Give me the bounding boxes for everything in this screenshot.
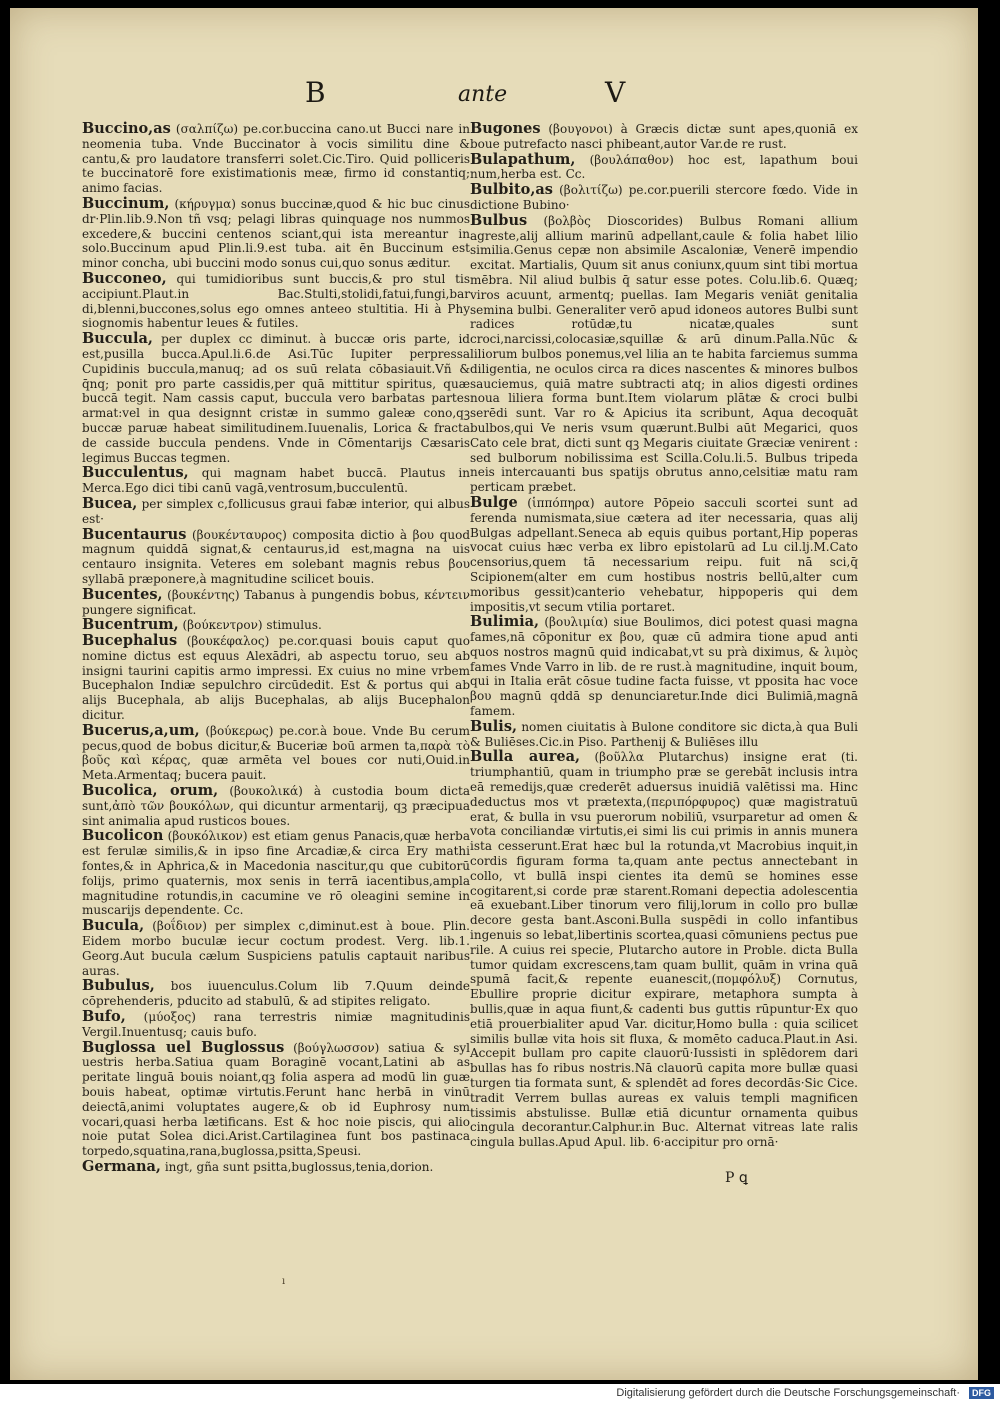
entry-text: (σαλπίζω) pe.cor.buccina cano.ut Bucci nare in neomenia tuba. Vnde Buccinator à vocis similitu dine & cantu,& pro laudatore transferri solet.Cic.Tiro. Quid polliceris te buccinatorē fore existimationis meæ, firmo id constantiq; animo facias. <box>82 122 470 196</box>
page-mark: ı <box>282 1276 286 1287</box>
dictionary-entry <box>470 211 858 495</box>
entry-headword: Bubulus, <box>82 977 155 995</box>
entry-headword: Buglossa uel Buglossus <box>82 1038 285 1056</box>
entry-text: (βούγλωσσον) satiua & syl uestris herba.Satiua quam Boraginē vocant,Latini ab as peritate linguā bouis noiant,qꝫ folia aspera ad modū lin guæ bouis habeat, optimæ virtutis.Ferunt hanc herbā in vinū deiectā,animi voluptates augere,& ob id Euphrosy num vocari,quasi herba lætificans. Est & hoc noie piscis, qui alio noie putat Solea dici.Arist.Cartilaginea funt bos pastinaca torpedo,squatina,rana,buglossa,psitta,Speusi. <box>82 1040 470 1159</box>
entry-headword: Bucephalus <box>82 632 178 650</box>
dictionary-entry <box>82 979 470 1009</box>
footer-bar <box>0 1384 1000 1404</box>
entry-text: (βουκένταυρος) composita dictio à βου quod magnum quiddā signat,& centaurus,id est,magna na uis centauro insignita. Veteres em solebant magnis rebus βου syllabā præponere,à magnitudine scilicet bouis. <box>82 527 470 586</box>
entry-text: (βολβὸς Dioscorides) Bulbus Romani allium agreste,alij allium marinū adpellant,caule & folia habet lilio similia.Genus cepæ non absimile Ascaloniæ, Venerē impendio excitat. Martialis, Quum sit anus coniunx,quum sint tibi mortua mēbra. Nil aliud bulbis q̄ satur esse potes. Colu.lib.6. Quæq; viros acuunt, armentq; puellas. Iam Megaris veniāt genitalia semina bulbi. Generaliter verō apud idoneos autores Bulbi sunt radices rotūdæ,tu nicatæ,quales sunt croci,narcissi,colocasiæ,squillæ & arū dinum.Palla.Nūc & liliorum bulbos ponemus,vel lilia an te habita farciemus summa diligentia, ne oculos circa ra dices nascentes & minores bulbos sauciemus, quiā matre subtracti atq; in alios digesti ordines noua liliera forma bunt.Item violarum plātæ & croci bulbi serēdi sunt. Var ro & Apicius ita scribunt, Aqua decoquāt bulbos,qui Ve neris vsum quærunt.Bulbi aūt Megarici, quos Cato cele brat, dicti sunt qꝫ Megaris ciuitate Græciæ venirent : sed bulborum nobilissima est Scilla.Colu.li.5. Bulbus tripeda neis intercauanti bus spatijs obrutus anno,celsitiæ matu ram perticam præbet. <box>470 213 858 495</box>
dictionary-entry <box>82 784 470 828</box>
dictionary-entry <box>82 1010 470 1040</box>
entry-headword: Buccinum, <box>82 194 170 212</box>
dictionary-entry <box>82 829 470 918</box>
dictionary-entry <box>82 1038 470 1159</box>
entry-text: (βουγονοι) à Græcis dictæ sunt apes,quoniā ex boue putrefacto nasci phibeant,autor Var.de re rust. <box>470 122 858 151</box>
book-page <box>10 8 978 1380</box>
header-letter-right: V <box>605 76 626 109</box>
entry-text: per simplex c,follicusus graui fabæ interior, qui albus est· <box>82 496 470 526</box>
entry-headword: Bucconeo, <box>82 269 167 287</box>
header-ante: ante <box>458 82 508 107</box>
entry-headword: Bucentes, <box>82 585 163 603</box>
entry-headword: Bufo, <box>82 1008 126 1026</box>
dictionary-entry <box>470 122 858 152</box>
entry-text: (βουλάπαθον) hoc est, lapathum boui num,herba est. Cc. <box>470 152 858 182</box>
entry-text: (βουκέντης) Tabanus à pungendis bobus, κέντειν pungere significat. <box>82 587 470 617</box>
dictionary-entry <box>470 615 858 719</box>
entry-headword: Bulapathum, <box>470 150 576 168</box>
dictionary-entry <box>470 750 858 1150</box>
dictionary-entry <box>82 919 470 978</box>
entry-text: (βοῦλλα Plutarchus) insigne erat (ti. triumphantiū, quam in triumpho præ se gerebāt inclusis intra eā remedijs,quæ crederēt aduersus inuidiā valētissi ma. Hinc deductus mos vt prætexta,(περιπόρφυρος) quæ magistratuū erat, & bulla in vsu puerorum nobiliū, vsurparetur ad omen & vota conciliandæ virtutis,ei simi lis cui primis in annis munera ista cesserunt.Erat hæc bul la rotunda,vt Macrobius inquit,in cordis figuram forma ta,quam ante pectus annectebant in collo, vt bullā inspi cientes ita demū se homines esse cogitarent,si corde præ starent.Romani depectia adolescentia eā exuebant.Liber tinorum vero filij,lorum in collo pro bullæ decore gesta bant.Asconi.Bulla suspēdi in collo infantibus ingenuis so lebat,libertinis scortea,quasi cōmuniens pectus pue rile. A cuius rei specie, Plutarcho autore in Proble. dicta Bulla tumor quidam excrescens,tam quam bullit, quām in vrina quā spumā facit,& repente euanescit,(πομφόλυξ) Cornutus, Ebullire proprie dicitur expirare, metaphora sumpta à bullis,quæ in aqua fiunt,& cadenti bus guttis rūpuntur·Ex quo etiā prouerbialiter apud Var. dicitur,Homo bulla : quia scilicet similis bullæ vita hois sit fluxa, & momēto caduca.Plaut.in Asi. Accepit bullam pro capite clauorū·Iussisti in splēdorem dari bullas has fo ribus nostris.Nā clauorū capita more bullæ quasi turgen tia formata sunt, & splendēt ad fores decordās·Sic Cice. tradit Verrem bullas aureas ex valuis templi magnificen tissimis abstulisse. Bullæ etiā dicuntur ornamenta quibus cingula decorantur.Calphur.in Buc. Alternat vitreas late ralis cingula bullas.Apud Apul. lib. 6·accipitur pro ornā· <box>470 750 858 1150</box>
entry-headword: Bulla aurea, <box>470 748 581 766</box>
entry-headword: Bugones <box>470 120 541 137</box>
left-column <box>82 122 470 1176</box>
entry-headword: Bulbito,as <box>470 181 553 199</box>
entry-headword: Bucea, <box>82 494 138 512</box>
dictionary-entry <box>82 269 470 331</box>
header-letter: B <box>305 76 326 109</box>
dictionary-entry <box>82 122 470 196</box>
dictionary-entry <box>82 525 470 587</box>
page-header <box>305 70 725 114</box>
entry-text: (βοΐδιον) per simplex c,diminut.est à boue. Plin. Eidem morbo buculæ iecur coctum prodest. Verg. lib.1. Georg.Aut bucula cælum Suspiciens patulis captauit naribus auras. <box>82 919 470 978</box>
dictionary-entry <box>82 194 470 271</box>
entry-text: ingt, gña sunt psitta,buglossus,tenia,dorion. <box>164 1159 434 1174</box>
entry-headword: Bulbus <box>470 211 528 229</box>
dictionary-entry <box>470 183 858 213</box>
entry-text: (βούκεντρον) stimulus. <box>182 618 322 633</box>
entry-headword: Germana, <box>82 1157 161 1175</box>
dictionary-entry <box>82 585 470 618</box>
entry-headword: Bulge <box>470 493 518 511</box>
entry-text: bos iuuenculus.Colum lib 7.Quum deinde cōprehenderis, pducito ad stabulū, & ad stipites religato. <box>82 979 470 1009</box>
entry-text: (βουκολικά) à custodia boum dicta sunt,ἀπὸ τῶν βουκόλων, qui dicuntur armentarij, qꝫ præcipua sint animalia apud rusticos boues. <box>82 784 470 828</box>
dictionary-entry <box>82 494 470 527</box>
entry-headword: Bucolicon <box>82 827 164 845</box>
entry-text: (μύοξος) rana terrestris nimiæ magnitudinis Vergil.Inuentusq; cauis bufo. <box>82 1010 470 1039</box>
entry-text: (κήρυγμα) sonus buccinæ,quod & hic buc cinus dr·Plin.lib.9.Non tñ vsq; pelagi libras quinquage nos nummos excedere,& buccini centenos sciant,qui ista mereantur in solo.Buccinum apud Plin.li.9.est tuba. ait ēn Buccinum est minor concha, ubi buccini modo sonus cui,quo sonus æditur. <box>82 196 470 271</box>
dictionary-entry <box>470 717 858 750</box>
entry-headword: Bulimia, <box>470 613 540 631</box>
entry-text: nomen ciuitatis à Bulone conditore sic dicta,à qua Buli & Buliēses.Cic.in Piso. Parthenij & Buliēses illu <box>470 719 858 749</box>
entry-text: (βολιτίζω) pe.cor.puerili stercore fœdo. Vide in dictione Bubino· <box>470 183 858 212</box>
entry-headword: Bucolica, orum, <box>82 782 219 800</box>
dfg-logo: DFG <box>969 1387 994 1399</box>
signature-mark: P ꝗ <box>725 1170 748 1186</box>
entry-headword: Bucula, <box>82 917 145 935</box>
entry-headword: Bucentrum, <box>82 616 179 634</box>
dictionary-entry <box>82 618 470 633</box>
entry-headword: Buccino,as <box>82 120 171 137</box>
entry-text: per duplex cc diminut. à buccæ oris parte, id est,pusilla bucca.Apul.li.6.de Asi.Tūc Iupiter perpressa Cupidinis buccula,manuq; ad os suū relata cōbasiauit.Vñ & q̄nq; ponit pro parte cassidis,per quā mittitur spiritus, quæ buccā tegit. Nam cassis caput, buccula vero barbatas partes armat:vel in qua designnt cristæ in summo galeæ cono,qꝫ buccæ paruæ habeat similitudinem.Iuuenalis, Lorica & fracta de casside buccula pendens. Vnde in Cōmentarijs Cæsaris legimus Buccas tegmen. <box>82 332 470 465</box>
dictionary-entry <box>82 721 470 783</box>
entry-headword: Bucerus,a,um, <box>82 721 200 739</box>
right-column <box>470 122 858 1151</box>
entry-headword: Buccula, <box>82 330 153 348</box>
entry-text: (βουλιμία) siue Boulimos, dici potest quasi magna fames,nā cōponitur ex βου, quæ cū admira tione apud anti quos nostros magnū quid indicabat,vt su prà diximus, & λιμὸς fames Vnde Varro in lib. de re rust.à magnitudine, inquit boum, qui in Italia erāt cōsue tudine facta fuisse, vt pposita hac voce βου magnū qddā sp denunciaretur.Inde dici Bulimiā,magnā famem. <box>470 615 858 719</box>
dictionary-entry <box>470 493 858 614</box>
dictionary-entry <box>82 634 470 723</box>
footer-credit: Digitalisierung gefördert durch die Deutsche Forschungsgemeinschaft· <box>616 1387 960 1399</box>
dictionary-entry <box>470 150 858 183</box>
entry-text: qui magnam habet buccā. Plautus in Merca.Ego dici tibi canū vagā,ventrosum,bucculentū. <box>82 466 470 496</box>
entry-headword: Bulis, <box>470 717 518 735</box>
entry-headword: Bucculentus, <box>82 464 189 482</box>
dictionary-entry <box>82 332 470 465</box>
entry-text: (ἱππόπηρα) autore Pōpeio sacculi scortei sunt ad ferenda numismata,siue cætera ad iter necessaria, quas alij Bulgas adpellant.Seneca ab equis quibus portant,Hip poperas vocat cuius hæc verba ex libro epistolarū ad Lu cil.lj.M.Cato censorius,quem tā necessarium reipu. fuit nā sci,q̄ Scipionem(alter em cum hostibus nostris bellū,alter cum moribus gessit)canterio vehebatur, hippoperis qui dem impositis,vt secum vtilia portaret. <box>470 495 858 614</box>
entry-text: qui tumidioribus sunt buccis,& pro stul tis accipiunt.Plaut.in Bac.Stulti,stolidi,fatui,fungi,bar di,blenni,buccones,solus ego omnes anteeo stultitia. Hi à Phy siognomis habentur leues & futiles. <box>82 271 470 331</box>
dictionary-entry <box>82 1157 470 1175</box>
dictionary-entry <box>82 466 470 496</box>
entry-text: (βούκερως) pe.cor.à boue. Vnde Bu cerum pecus,quod de bobus dicitur,& Buceriæ boū armen ta,παρὰ τὸ βοῦς καὶ κέρας, quæ armēta vel boues cor nuti,Ouid.in Meta.Armentaq; bucera pauit. <box>82 723 470 783</box>
entry-headword: Bucentaurus <box>82 525 187 543</box>
entry-text: (βουκόλικον) est etiam genus Panacis,quæ herba est ferulæ similis,& in ipso fine Arcadiæ,& circa Ery mathi fontes,& in Aphrica,& in Macedonia nascitur,qu que cubitorū folijs, primo quaternis, mox senis in terrā iacentibus,ampla magnitudine rotundis,in cacumine ve rō oleagini semine in muscarijs dependente. Cc. <box>82 829 470 918</box>
entry-text: (βουκέφαλος) pe.cor.quasi bouis caput quo nomine dictus est equus Alexādri, ab aspectu toruo, seu ab insigni taurini capitis armo impressi. Ex cuius no mine vrbem Bucephalon Indiæ sepulchro circūdedit. Est & portus qui ab alijs Bucephala, ab alijs Bucephalas, ab alijs Bucephalon dicitur. <box>82 634 470 723</box>
